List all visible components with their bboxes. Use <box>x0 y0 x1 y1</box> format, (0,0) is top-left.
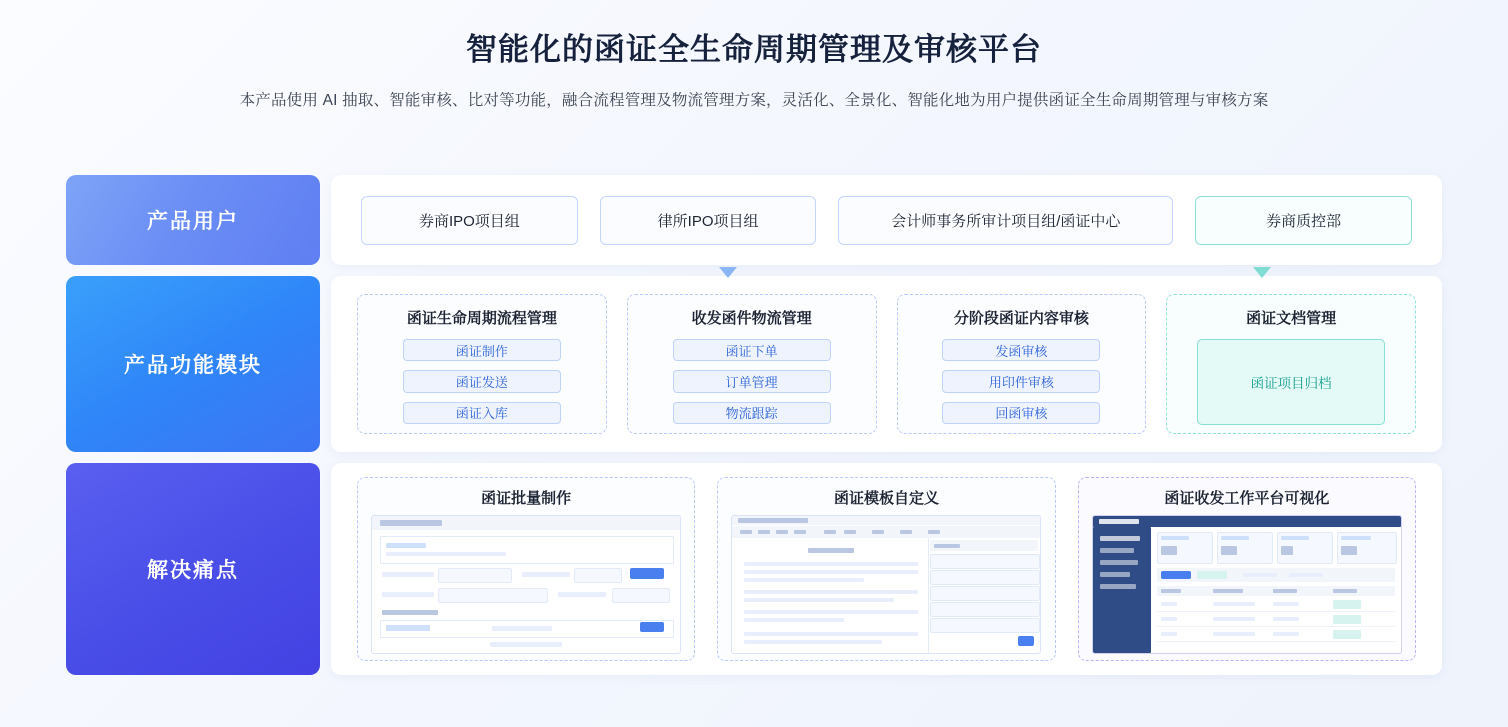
row-pains-body <box>331 463 1442 675</box>
module-card-lifecycle[interactable] <box>357 294 607 434</box>
module-item-label: 函证项目归档 <box>1250 376 1332 391</box>
module-card-title: 收发函件物流管理 <box>691 310 812 327</box>
row-modules-body <box>331 276 1442 452</box>
user-card-broker-ipo[interactable] <box>361 196 578 245</box>
module-item-send[interactable] <box>403 370 561 392</box>
module-item-label: 函证入库 <box>455 406 508 422</box>
module-item-label: 回函审核 <box>995 406 1048 422</box>
module-item-outgoing-review[interactable] <box>942 339 1100 361</box>
module-item-order[interactable] <box>673 339 831 361</box>
user-card-label: 会计师事务所审计项目组/函证中心 <box>891 212 1121 230</box>
row-users <box>66 175 1442 265</box>
module-item-label: 函证发送 <box>455 374 508 390</box>
module-card-title: 函证文档管理 <box>1246 310 1337 327</box>
connector-arrow-teal <box>1253 267 1271 278</box>
template-editor-screenshot <box>731 515 1041 654</box>
row-label-users: 产品用户 <box>66 175 320 265</box>
row-modules <box>66 276 1442 452</box>
user-card-law-ipo[interactable] <box>600 196 817 245</box>
module-item-label: 发函审核 <box>995 343 1048 359</box>
module-item-label: 订单管理 <box>725 374 778 390</box>
row-pains <box>66 463 1442 675</box>
module-item-tracking[interactable] <box>673 402 831 424</box>
page-header <box>0 0 1508 110</box>
connector-arrow-blue <box>719 267 737 278</box>
batch-creation-screenshot <box>371 515 681 654</box>
page-title: 智能化的函证全生命周期管理及审核平台 <box>466 32 1042 67</box>
module-item-label: 用印件审核 <box>988 374 1054 390</box>
module-item-archive[interactable] <box>1197 339 1385 425</box>
pain-card-dashboard[interactable] <box>1078 477 1416 661</box>
user-card-label: 律所IPO项目组 <box>657 212 759 230</box>
page-subtitle: 本产品使用 AI 抽取、智能审核、比对等功能，融合流程管理及物流管理方案，灵活化、全景化、智能化地为用户提供函证全生命周期管理与审核方案 <box>239 92 1269 110</box>
module-item-reply-review[interactable] <box>942 402 1100 424</box>
architecture-matrix <box>66 175 1442 675</box>
pain-card-title: 函证模板自定义 <box>833 490 939 507</box>
module-item-sealed-review[interactable] <box>942 370 1100 392</box>
pain-card-template-customization[interactable] <box>717 477 1055 661</box>
dashboard-screenshot <box>1092 515 1402 654</box>
module-item-label: 函证下单 <box>725 343 778 359</box>
module-card-logistics[interactable] <box>627 294 877 434</box>
row-users-body <box>331 175 1442 265</box>
module-item-create[interactable] <box>403 339 561 361</box>
module-item-intake[interactable] <box>403 402 561 424</box>
user-card-label: 券商IPO项目组 <box>418 212 520 230</box>
pain-card-title: 函证批量制作 <box>481 490 572 507</box>
module-card-title: 函证生命周期流程管理 <box>406 310 557 327</box>
user-card-label: 券商质控部 <box>1266 212 1342 230</box>
module-item-label: 物流跟踪 <box>725 406 778 422</box>
pain-card-title: 函证收发工作平台可视化 <box>1164 490 1330 507</box>
module-card-title: 分阶段函证内容审核 <box>953 310 1089 327</box>
user-card-broker-quality-control[interactable] <box>1195 196 1412 245</box>
module-item-order-management[interactable] <box>673 370 831 392</box>
pain-card-batch-creation[interactable] <box>357 477 695 661</box>
user-card-accounting-audit[interactable] <box>838 196 1173 245</box>
module-item-label: 函证制作 <box>455 343 508 359</box>
row-label-modules: 产品功能模块 <box>66 276 320 452</box>
module-card-document[interactable] <box>1166 294 1416 434</box>
module-card-review[interactable] <box>897 294 1147 434</box>
row-label-pains: 解决痛点 <box>66 463 320 675</box>
